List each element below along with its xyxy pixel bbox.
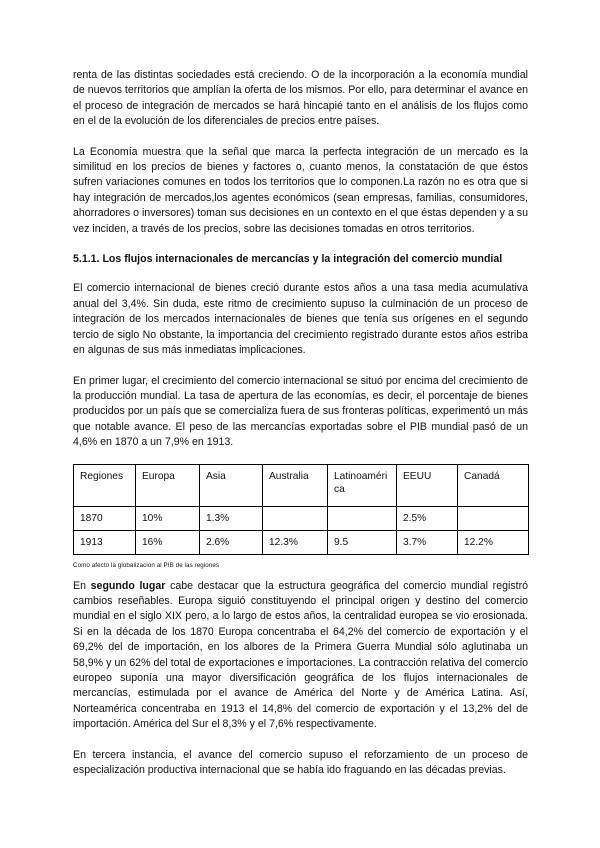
table-cell: 1.3% (200, 506, 263, 530)
table-row (74, 506, 529, 530)
table-header-cell: Regiones (74, 464, 136, 506)
table-cell: 10% (136, 506, 200, 530)
table-header-row (74, 464, 529, 506)
table-cell: 16% (136, 530, 200, 554)
table-cell: 2.5% (397, 506, 458, 530)
table-cell: 1913 (74, 530, 136, 554)
table-cell: 1870 (74, 506, 136, 530)
table-cell (263, 506, 328, 530)
paragraph-5-emphasis: segundo lugar (90, 579, 166, 592)
paragraph-1: renta de las distintas sociedades está creciendo. O de la incorporación a la economía mundial de nuevos territorios que amplían la oferta de los mismos. Por ello, para determinar el avance en el proceso de integración de mercados se hará hincapié tanto en el análisis de los flujos como en el de la evolución de los diferenciales de precios entre países. (73, 69, 528, 128)
table-cell: 3.7% (397, 530, 458, 554)
table-cell: 12.2% (458, 530, 529, 554)
regions-table (73, 464, 529, 555)
table-header-cell: Europa (136, 464, 200, 506)
table-header-cell: Canadá (458, 464, 529, 506)
paragraph-5-lead: En (73, 579, 91, 592)
table-header-cell: EEUU (397, 464, 458, 506)
table-header-cell: Australia (263, 464, 328, 506)
paragraph-3: El comercio internacional de bienes creció durante estos años a una tasa media acumulativa anual del 3,4%. Sin duda, este ritmo de crecimiento supuso la culminación de un proceso de integración de los mercados internacionales de bienes que tenía sus orígenes en el segundo tercio de siglo No obstante, la importancia del crecimiento registrado durante estos años estriba en algunas de sus más inmediatas implicaciones. (73, 282, 528, 357)
table-caption: Como afecto la globalizacion al PIB de las regiones (73, 561, 220, 569)
table-cell: 12.3% (263, 530, 328, 554)
section-heading: 5.1.1. Los flujos internacionales de mercancías y la integración del comercio mundial (73, 253, 503, 266)
table-header-cell: Latinoaméri ca (328, 464, 397, 506)
paragraph-6: En tercera instancia, el avance del comercio supuso el reforzamiento de un proceso de especialización productiva internacional que se había ido fraguando en las décadas previas. (73, 748, 528, 776)
paragraph-2: La Economía muestra que la señal que marca la perfecta integración de un mercado es la similitud en los precios de bienes y factores o, cuanto menos, la constatación de que éstos sufren variaciones comunes en todos los territorios que lo componen.La razón no es otra que si hay integración de mercados,los agentes económicos (sean empresas, familias, consumidores, ahorradores o inversores) toman sus decisiones en un contexto en el que éstas dependen y a su vez inciden, a través de los precios, sobre las decisiones tomadas en otros territorios. (73, 145, 528, 235)
table-row (74, 530, 529, 554)
paragraph-5-body: cabe destacar que la estructura geográfica del comercio mundial registró cambios reseñables. Europa siguió constituyendo el principal origen y destino del comercio mundial en el siglo XIX pero, a lo largo de estos años, la centralidad europea se vio erosionada. Si en la década de los 1870 Europa concentraba el 64,2% del comercio de exportación y el 69,2% del de importación, en los albores de la Primera Guerra Mundial sólo aglutinaba un 58,9% y un 62% del total de exportaciones e importaciones. La contracción relativa del comercio europeo suponía una mayor diversificación geográfica de los flujos internacionales de mercancías, estimulada por el avance de América del Norte y de América Latina. Así, Norteamérica concentraba en 1913 el 14,8% del comercio de exportación y el 13,2% del de importación. América del Sur el 8,3% y el 7,6% respectivamente. (73, 579, 528, 731)
table-cell (458, 506, 529, 530)
table-cell (328, 506, 397, 530)
paragraph-4: En primer lugar, el crecimiento del comercio internacional se situó por encima del crecimiento de la producción mundial. La tasa de apertura de las economías, es decir, el porcentaje de bienes producidos por un país que se comercializa fuera de sus fronteras políticas, experimentó un más que notable avance. El peso de las mercancías exportadas sobre el PIB mundial pasó de un 4,6% en 1870 a un 7,9% en 1913. (73, 374, 528, 449)
table-header-cell: Asia (200, 464, 263, 506)
table-cell: 9.5 (328, 530, 397, 554)
document-page (73, 68, 528, 793)
table-cell: 2.6% (200, 530, 263, 554)
paragraph-5 (73, 579, 528, 733)
